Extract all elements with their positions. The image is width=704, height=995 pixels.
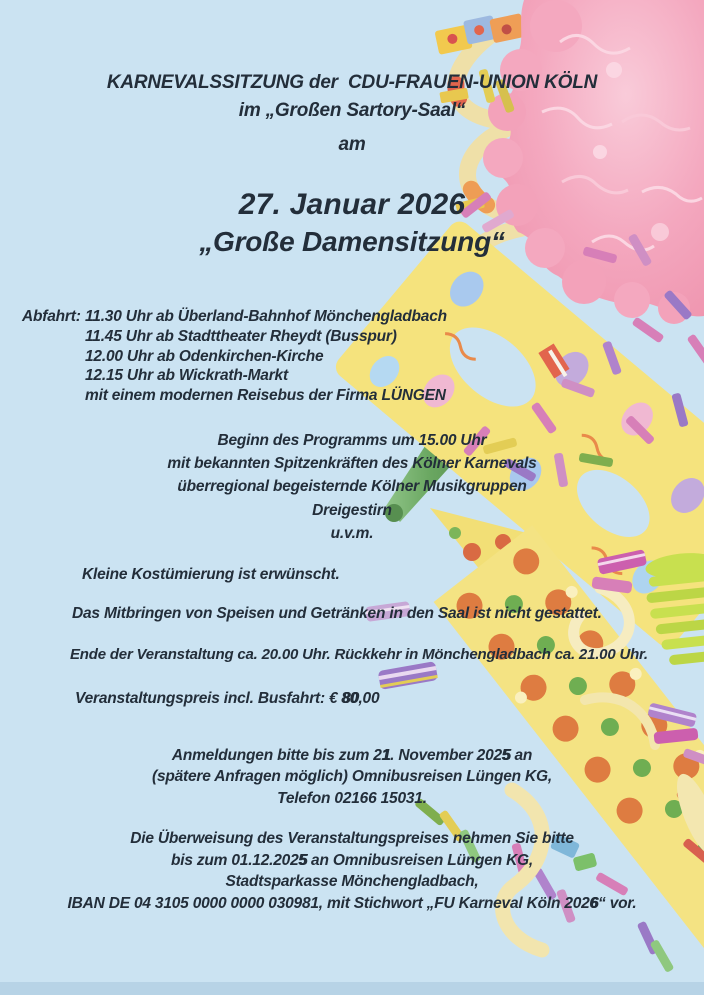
registration-line-1 (0, 745, 704, 766)
price-prefix: Veranstaltungspreis incl. Busfahrt: € (75, 690, 342, 707)
registration-line1-corrected-year: 5 (501, 747, 511, 764)
payment-line2-corrected-year: 5 (298, 851, 307, 869)
registration-line1-post: an (510, 747, 533, 764)
food-note: Das Mitbringen von Speisen und Getränken in den Saal ist nicht gestattet. (72, 605, 602, 622)
event-title: „Große Damensitzung“ (199, 226, 505, 257)
registration-line1-corrected-digit: 1 (381, 747, 391, 764)
departure-bus-note: mit einem modernen Reisebus der Firma LÜNGEN (85, 387, 446, 405)
departure-stop-1: 11.30 Uhr ab Überland-Bahnhof Mönchengladbach (85, 308, 447, 325)
flyer-title-line3: am (338, 134, 366, 155)
departure-stop-2: 11.45 Uhr ab Stadttheater Rheydt (Busspur) (85, 327, 397, 345)
program-line-3: überregional begeisternde Kölner Musikgruppen (177, 478, 527, 496)
payment-line-3: Stadtsparkasse Mönchengladbach, (225, 873, 479, 891)
payment-block (0, 828, 704, 914)
price-suffix: ,00 (358, 690, 380, 707)
departure-stop-3: 12.00 Uhr ab Odenkirchen-Kirche (85, 347, 324, 365)
registration-block (0, 745, 704, 809)
flyer-title-line1: KARNEVALSSITZUNG der CDU-FRAUEN-UNION KÖLN (106, 72, 598, 93)
flyer-title-line2: im „Großen Sartory-Saal“ (238, 100, 466, 121)
payment-line-1: Die Überweisung des Veranstaltungspreises nehmen Sie bitte (130, 830, 574, 847)
event-date: 27. Januar 2026 (238, 188, 466, 221)
page-edge-shadow (0, 982, 704, 995)
payment-line-4 (0, 893, 704, 915)
payment-iban-pre: IBAN DE 04 3105 0000 0000 030981, mit Stichwort „FU Karneval Köln 202 (67, 894, 590, 912)
program-line-4: Dreigestirn (312, 501, 392, 519)
registration-line-3: Telefon 02166 15031. (277, 789, 427, 807)
departure-stop-4: 12.15 Uhr ab Wickrath-Markt (85, 367, 288, 385)
payment-line-2 (0, 850, 704, 872)
registration-line1-mid: . November 202 (390, 747, 502, 764)
costume-note: Kleine Kostümierung ist erwünscht. (82, 566, 340, 583)
departure-list (85, 307, 447, 406)
program-line-1: Beginn des Programms um 15.00 Uhr (217, 432, 487, 449)
payment-iban-corrected-year: 6 (589, 894, 599, 912)
program-line-2: mit bekannten Spitzenkräften des Kölner Karnevals (167, 455, 537, 473)
price-amount: 80 (341, 690, 359, 707)
program-line-5: u.v.m. (330, 524, 374, 542)
program-block (0, 429, 704, 545)
end-time-note: Ende der Veranstaltung ca. 20.00 Uhr. Rückkehr in Mönchengladbach ca. 21.00 Uhr. (70, 646, 648, 663)
departure-label: Abfahrt: (22, 308, 81, 325)
price-line (75, 689, 379, 708)
registration-line1-pre: Anmeldungen bitte bis zum 2 (171, 747, 382, 764)
registration-line-2: (spätere Anfragen möglich) Omnibusreisen Lüngen KG, (151, 768, 553, 786)
payment-line2-pre: bis zum 01.12.202 (170, 851, 299, 869)
payment-line2-post: an Omnibusreisen Lüngen KG, (306, 851, 534, 869)
payment-iban-post: “ vor. (598, 894, 637, 912)
